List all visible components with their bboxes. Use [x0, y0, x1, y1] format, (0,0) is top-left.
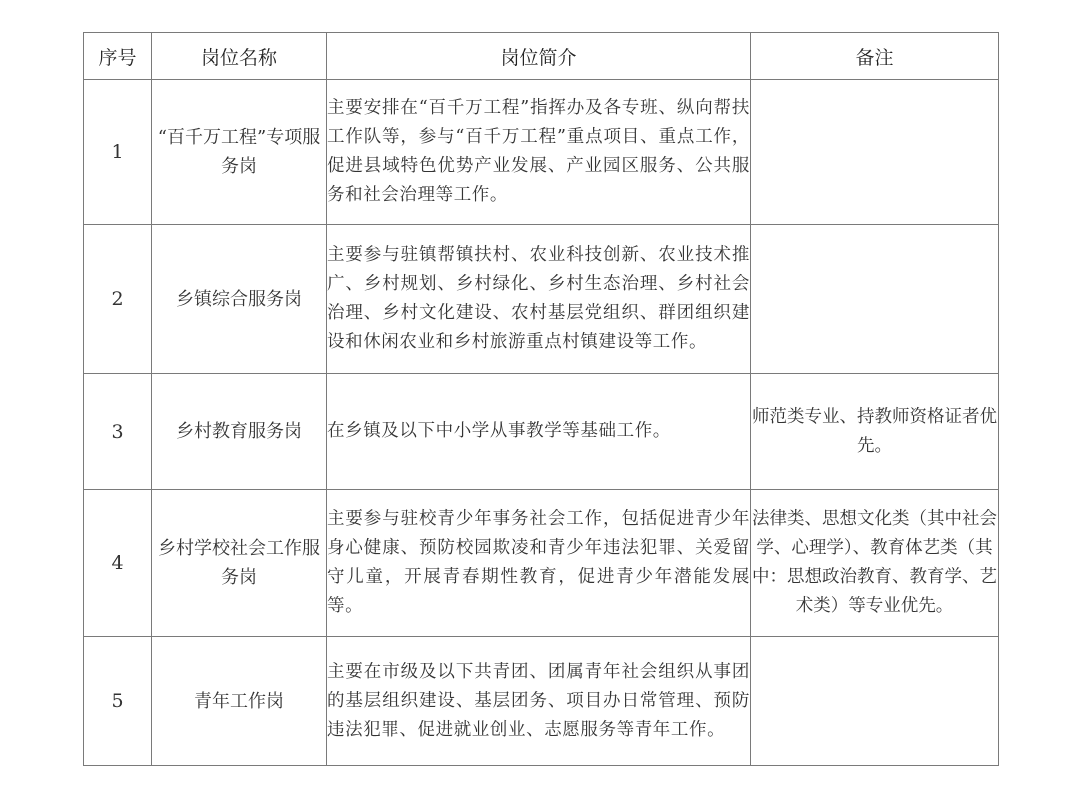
- row-position-name: 乡村学校社会工作服务岗: [152, 490, 327, 637]
- row-serial-number: 4: [84, 490, 152, 637]
- table-row: [84, 637, 999, 766]
- table-row: [84, 80, 999, 225]
- table-row: [84, 225, 999, 374]
- row-position-description: 主要参与驻校青少年事务社会工作，包括促进青少年身心健康、预防校园欺凌和青少年违法犯罪、关爱留守儿童，开展青春期性教育，促进青少年潜能发展等。: [327, 490, 751, 637]
- header-position-description: 岗位简介: [327, 33, 751, 80]
- row-remarks: 师范类专业、持教师资格证者优先。: [751, 374, 999, 490]
- row-remarks: 法律类、思想文化类（其中社会学、心理学）、教育体艺类（其中：思想政治教育、教育学、艺术类）等专业优先。: [751, 490, 999, 637]
- positions-table: [83, 32, 999, 766]
- table-row: [84, 490, 999, 637]
- table-row: [84, 374, 999, 490]
- row-position-description: 主要安排在“百千万工程”指挥办及各专班、纵向帮扶工作队等，参与“百千万工程”重点项目、重点工作，促进县域特色优势产业发展、产业园区服务、公共服务和社会治理等工作。: [327, 80, 751, 225]
- row-position-name: 乡镇综合服务岗: [152, 225, 327, 374]
- row-serial-number: 3: [84, 374, 152, 490]
- header-serial-number: 序号: [84, 33, 152, 80]
- row-serial-number: 1: [84, 80, 152, 225]
- row-position-name: “百千万工程”专项服务岗: [152, 80, 327, 225]
- row-remarks: [751, 637, 999, 766]
- row-remarks: [751, 80, 999, 225]
- row-serial-number: 5: [84, 637, 152, 766]
- header-position-name: 岗位名称: [152, 33, 327, 80]
- row-position-name: 青年工作岗: [152, 637, 327, 766]
- table-header-row: [84, 33, 999, 80]
- row-position-description: 主要参与驻镇帮镇扶村、农业科技创新、农业技术推广、乡村规划、乡村绿化、乡村生态治理、乡村社会治理、乡村文化建设、农村基层党组织、群团组织建设和休闲农业和乡村旅游重点村镇建设等工作。: [327, 225, 751, 374]
- row-position-name: 乡村教育服务岗: [152, 374, 327, 490]
- row-position-description: 主要在市级及以下共青团、团属青年社会组织从事团的基层组织建设、基层团务、项目办日常管理、预防违法犯罪、促进就业创业、志愿服务等青年工作。: [327, 637, 751, 766]
- row-position-description: 在乡镇及以下中小学从事教学等基础工作。: [327, 374, 751, 490]
- header-remarks: 备注: [751, 33, 999, 80]
- row-serial-number: 2: [84, 225, 152, 374]
- row-remarks: [751, 225, 999, 374]
